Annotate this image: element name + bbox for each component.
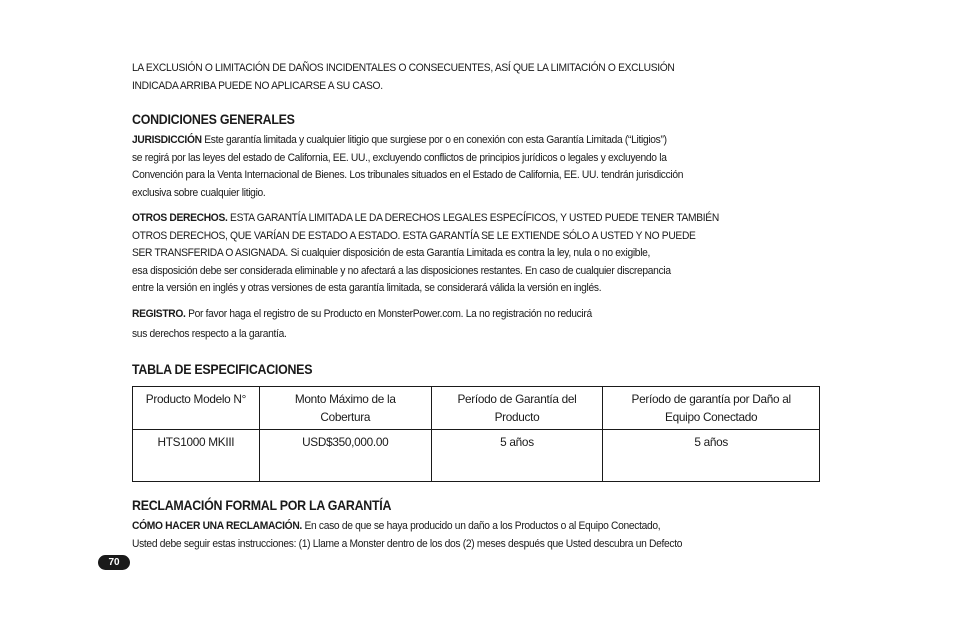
- header-model-line-1: Producto Modelo N°: [145, 392, 247, 406]
- header-product-warranty: [431, 387, 603, 430]
- intro-line-1: LA EXCLUSIÓN O LIMITACIÓN DE DAÑOS INCIDENTALES O CONSECUENTES, ASÍ QUE LA LIMITACIÓN O EXCLUSIÓN: [132, 62, 675, 74]
- other-rights-line-3: SER TRANSFERIDA O ASIGNADA. Si cualquier disposición de esta Garantía Limitada es contra la ley, nula o no exigible,: [132, 247, 651, 259]
- registration-line-2: sus derechos respecto a la garantía.: [132, 327, 287, 340]
- registration-paragraph: [132, 306, 821, 343]
- spec-table: [132, 386, 820, 482]
- header-equipment-warranty-line-2: Equipo Conectado: [665, 410, 758, 424]
- jurisdiction-line-2: se regirá por las leyes del estado de California, EE. UU., excluyendo conflictos de principios jurídicos o legales y excluyendo la: [132, 151, 667, 164]
- other-rights-paragraph: [132, 210, 821, 298]
- header-model: [133, 387, 260, 430]
- claim-paragraph: [132, 518, 821, 553]
- spec-table-heading: TABLA DE ESPECIFICACIONES: [132, 362, 313, 377]
- cell-max-coverage: USD$350,000.00: [259, 430, 431, 482]
- header-max-coverage-line-2: Cobertura: [320, 410, 371, 424]
- claim-line-2: Usted debe seguir estas instrucciones: (1) Llame a Monster dentro de los dos (2) meses después que Usted descubra un Defecto: [132, 537, 683, 550]
- jurisdiction-line-3: Convención para la Venta Internacional de Bienes. Los tribunales situados en el Estado de California, EE. UU. tendrán jurisdicción: [132, 169, 684, 181]
- cell-product-warranty: 5 años: [431, 430, 603, 482]
- claim-line-1: [132, 518, 821, 536]
- claim-lead: CÓMO HACER UNA RECLAMACIÓN.: [132, 520, 302, 532]
- spec-table-header-row: [133, 387, 820, 430]
- jurisdiction-text: Este garantía limitada y cualquier litigio que surgiese por o en conexión con esta Garantía Limitada (“Litigios”): [201, 134, 667, 146]
- jurisdiction-line-4: exclusiva sobre cualquier litigio.: [132, 186, 266, 199]
- intro-line-2: INDICADA ARRIBA PUEDE NO APLICARSE A SU CASO.: [132, 79, 383, 92]
- registration-lead: REGISTRO.: [132, 308, 186, 320]
- jurisdiction-paragraph: [132, 132, 821, 202]
- cell-equipment-warranty: 5 años: [603, 430, 820, 482]
- page-number: 70: [98, 555, 130, 570]
- header-product-warranty-line-1: Período de Garantía del: [457, 392, 577, 406]
- cell-model: HTS1000 MKIII: [133, 430, 260, 482]
- other-rights-lead: OTROS DERECHOS.: [132, 212, 228, 224]
- header-equipment-warranty-line-1: Período de garantía por Daño al: [631, 392, 791, 406]
- header-product-warranty-line-2: Producto: [494, 410, 540, 424]
- claim-text: En caso de que se haya producido un daño a los Productos o al Equipo Conectado,: [301, 520, 661, 532]
- header-equipment-warranty: [603, 387, 820, 430]
- table-row: [133, 430, 820, 482]
- other-rights-line-5: entre la versión en inglés y otras versiones de esta garantía limitada, se considerará válida la versión en inglés.: [132, 282, 602, 294]
- registration-text: Por favor haga el registro de su Producto en MonsterPower.com. La no registración no reducirá: [185, 308, 592, 320]
- jurisdiction-lead: JURISDICCIÓN: [132, 134, 202, 146]
- intro-paragraph: [132, 60, 821, 95]
- jurisdiction-line-1: [132, 132, 821, 150]
- other-rights-line-4: esa disposición debe ser considerada eliminable y no afectará a las disposiciones restantes. En caso de cualquier discrepancia: [132, 264, 671, 277]
- other-rights-text: ESTA GARANTÍA LIMITADA LE DA DERECHOS LEGALES ESPECÍFICOS, Y USTED PUEDE TENER TAMBIÉN: [227, 212, 719, 224]
- other-rights-line-2: OTROS DERECHOS, QUE VARÍAN DE ESTADO A ESTADO. ESTA GARANTÍA SE LE EXTIENDE SÓLO A USTED Y NO PUEDE: [132, 229, 696, 242]
- other-rights-line-1: [132, 210, 821, 228]
- general-conditions-heading: CONDICIONES GENERALES: [132, 112, 295, 127]
- header-max-coverage: [259, 387, 431, 430]
- header-max-coverage-line-1: Monto Máximo de la: [294, 392, 396, 406]
- registration-line-1: [132, 306, 821, 324]
- claim-heading: RECLAMACIÓN FORMAL POR LA GARANTÍA: [132, 498, 392, 513]
